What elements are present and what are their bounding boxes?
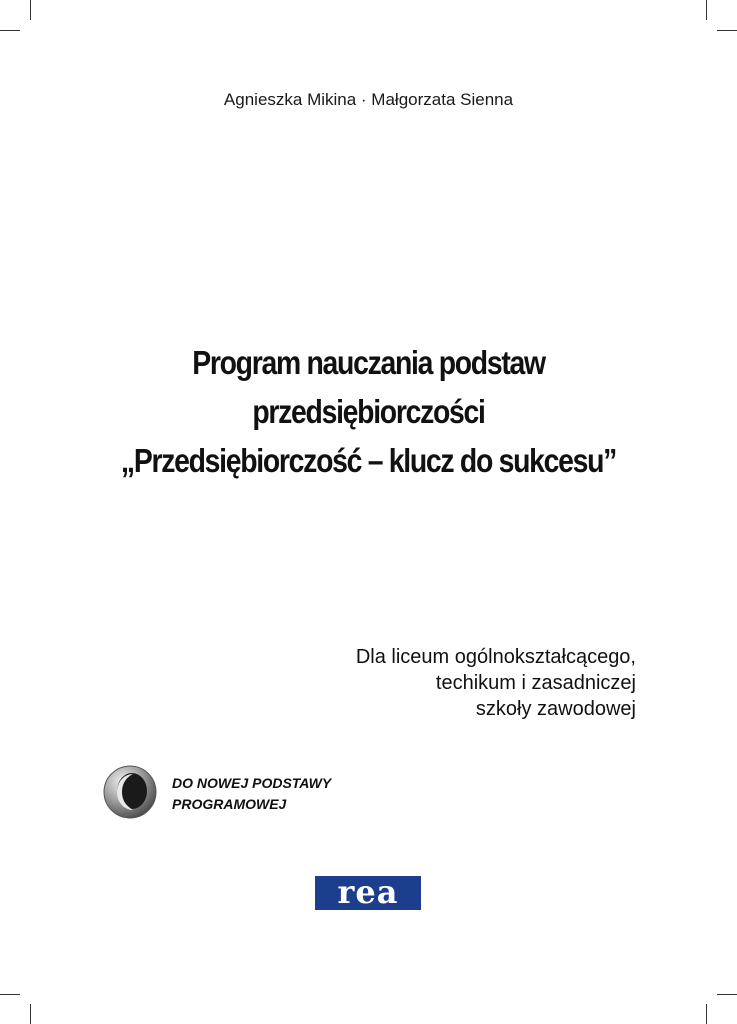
audience-line: szkoły zawodowej (475, 698, 636, 720)
title-line: Program nauczania podstaw (192, 344, 545, 381)
badge-line: PROGRAMOWEJ (172, 796, 287, 812)
publisher-logo (315, 873, 421, 911)
publisher-logo-text: rea (337, 873, 399, 911)
authors: Agnieszka Mikina · Małgorzata Sienna (223, 90, 514, 109)
title-line: „Przedsiębiorczość – klucz do sukcesu” (120, 442, 617, 479)
crop-mark-bottom-right-horizontal (717, 994, 737, 995)
title-line: przedsiębiorczości (252, 393, 485, 430)
crop-mark-top-left-vertical (30, 0, 31, 20)
ring-logo-icon (103, 765, 157, 819)
target-audience (216, 644, 636, 722)
crop-mark-bottom-left-vertical (30, 1004, 31, 1024)
document-title (69, 338, 668, 485)
badge-text (172, 773, 331, 815)
crop-mark-top-right-horizontal (717, 30, 737, 31)
crop-mark-bottom-right-vertical (706, 1004, 707, 1024)
crop-mark-bottom-left-horizontal (0, 994, 20, 995)
badge-line: DO NOWEJ PODSTAWY (172, 775, 332, 791)
audience-line: Dla liceum ogólnokształcącego, (355, 646, 636, 668)
crop-mark-top-right-vertical (706, 0, 707, 20)
audience-line: techikum i zasadniczej (435, 672, 636, 694)
crop-mark-top-left-horizontal (0, 30, 20, 31)
curriculum-badge (103, 765, 433, 821)
